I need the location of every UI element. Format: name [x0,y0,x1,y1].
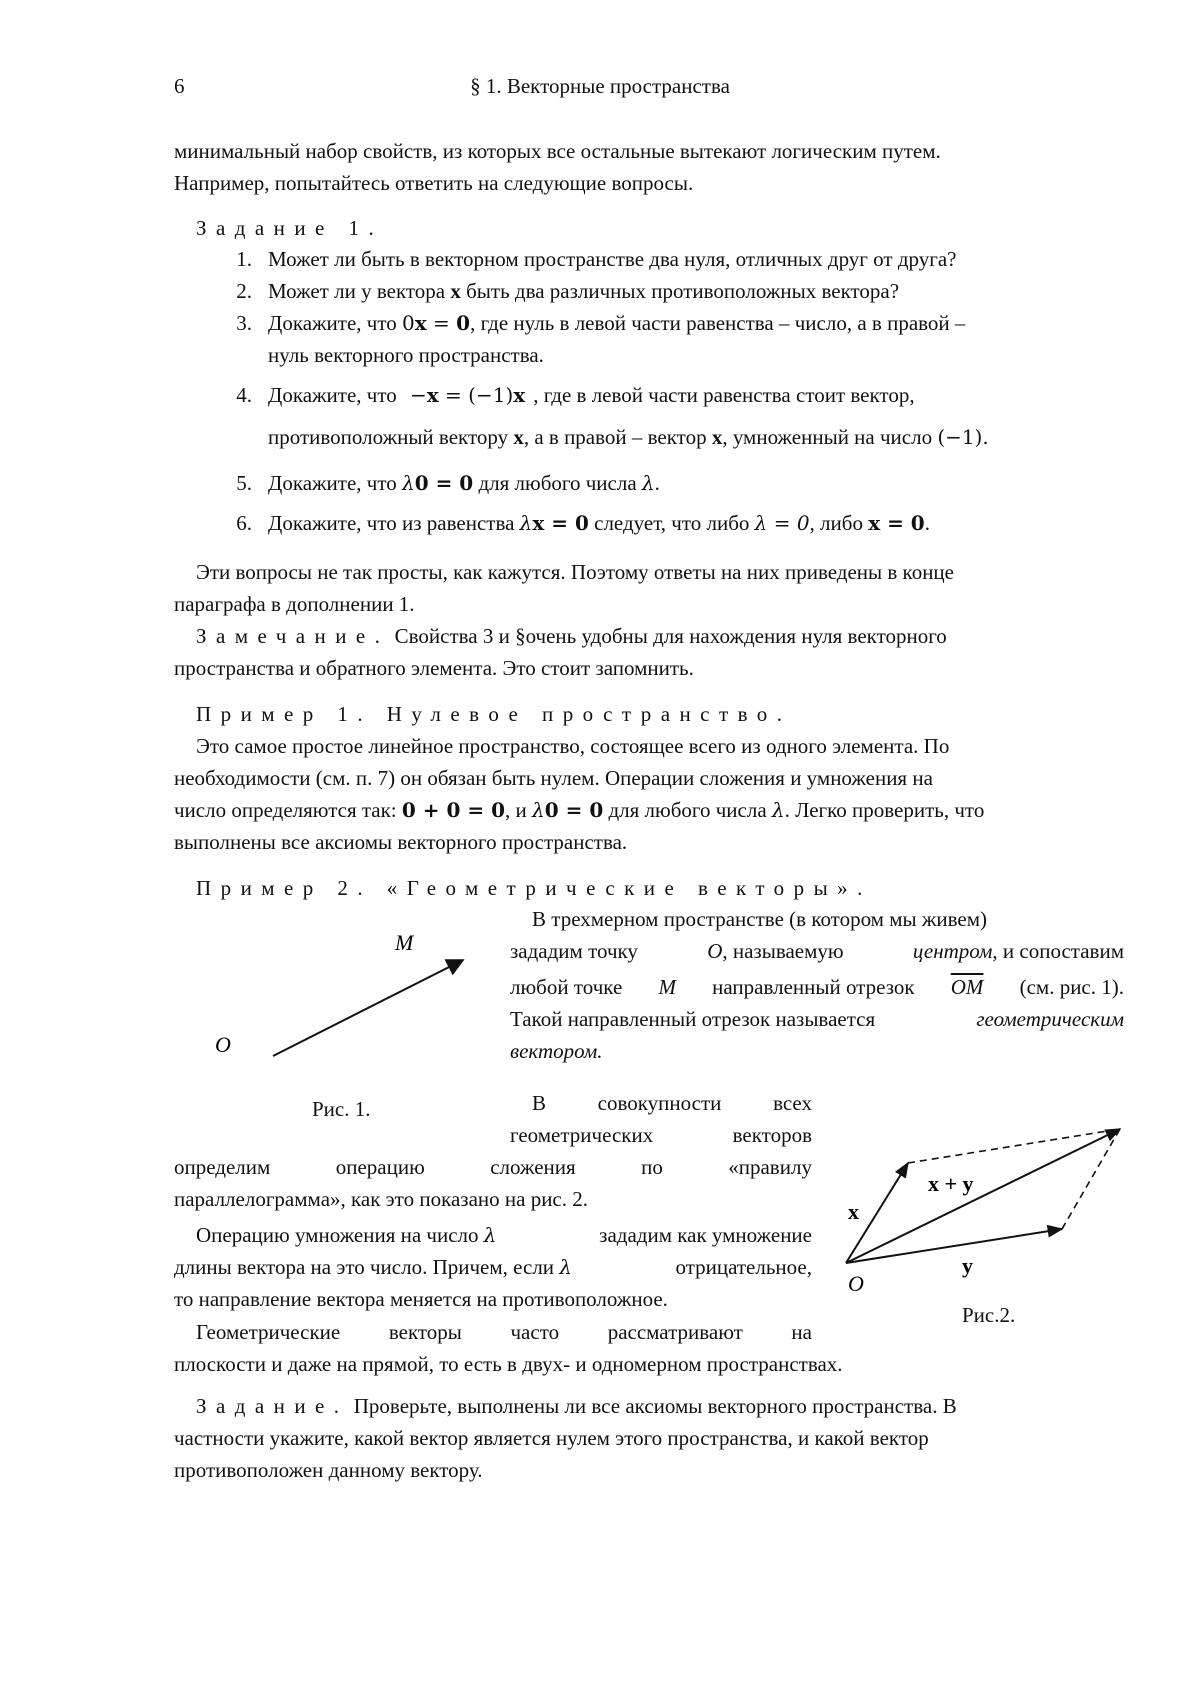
formula-zero-sum: 0 + 0 = 0 [401,798,506,822]
label-x-plus-y: x + y [928,1171,974,1196]
intro-line-2: Например, попытайтесь ответить на следующие вопросы. [174,171,694,195]
page-number: 6 [174,74,185,98]
intro-line-1: минимальный набор свойств, из которых все остальные вытекают логическим путем. [174,139,941,163]
vector-om-notation: $\overline{OM}$ [950,975,984,999]
example2-paragraph-2-head: В совокупности всех геометрических векторов [510,1091,812,1147]
label-o: O [848,1271,864,1296]
final-task-label: Задание. [196,1394,349,1418]
label-o: O [215,1032,231,1057]
formula-neg-x: −x = (−1)x [410,383,526,407]
figure-1-caption: Рис. 1. [312,1097,371,1121]
formula-lambda-x: λx = 0 [519,511,589,535]
example2-paragraph-2-body: определим операцию сложения по «правилу параллелограмма», как это показано на рис. 2. [174,1155,812,1211]
running-header: § 1. Векторные пространства [470,74,730,98]
formula-lambda-0: λ0 = 0 [402,471,474,495]
example2-paragraph-1: В трехмерном пространстве (в котором мы живем) зададим точку O, называемую центром, и сопоставим любой точке M направленный отрезок $\overline{OM}$ (см. рис. 1). Такой направленный отрезок называется геометрическим вектором. [510,907,1124,1063]
example2-paragraph-3: Операцию умножения на число λ зададим как умножение длины вектора на это число. Причем, если λ отрицательное, то направление вектора меняется на противоположное. [174,1223,812,1311]
formula-lambda-zero: λ0 = 0 [532,798,604,822]
example1-paragraph: Это самое простое линейное пространство, состоящее всего из одного элемента. По необходимости (см. п. 7) он обязан быть нулем. Операции сложения и умножения на число определяются так: 0 + 0 = 0, и λ0 = 0 для любого числа λ. Легко проверить, что выполнены все аксиомы векторного пространства. [174,734,985,854]
questions-paragraph: Эти вопросы не так просты, как кажутся. Поэтому ответы на них приведены в конце параграфа в дополнении 1. [174,560,954,616]
task1-heading: Задание 1. [196,216,384,240]
remark-label: Замечание. [196,624,390,648]
example1-heading: Пример 1. Нулевое пространство. [196,702,792,726]
parallelogram-top-edge [908,1129,1120,1163]
figure-2 [830,1105,1130,1305]
final-task-paragraph: Задание. Проверьте, выполнены ли все аксиомы векторного пространства. В частности укажите, какой вектор является нулем этого пространства, и какой вектор противоположен данному вектору. [174,1394,957,1482]
figure-1 [195,920,495,1070]
vector-y [846,1229,1062,1263]
remark-paragraph: Замечание. Свойства 3 и §очень удобны для нахождения нуля векторного пространства и обратного элемента. Это стоит запомнить. [174,624,947,680]
label-m: M [395,930,414,955]
figure-2-caption: Рис.2. [962,1303,1016,1327]
example2-paragraph-4: Геометрические векторы часто рассматривают на плоскости и даже на прямой, то есть в двух- и одномерном пространствах. [174,1320,843,1376]
vector-om [273,960,463,1056]
example2-heading: Пример 2. «Геометрические векторы». [196,876,872,900]
label-y: y [962,1253,973,1278]
intro-paragraph [174,135,1124,199]
formula-0x-eq-0: 0x = 0 [402,311,471,335]
label-x: x [848,1199,859,1224]
